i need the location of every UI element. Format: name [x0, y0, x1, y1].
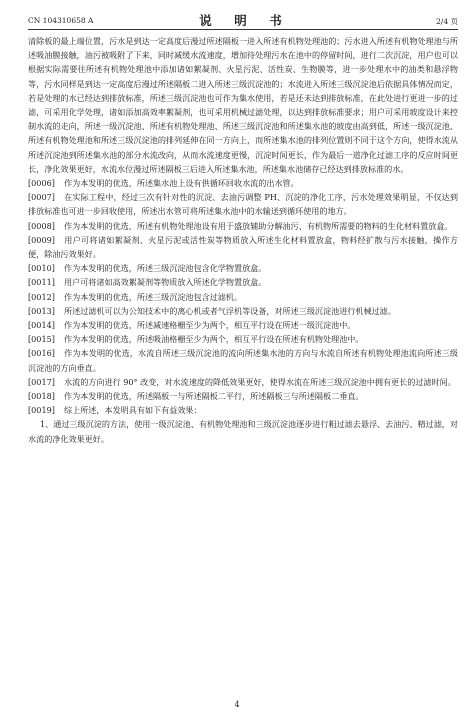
page-indicator: 2/4 页 — [436, 17, 458, 26]
paragraph-text: 用户可将诸如絮凝剂、火星污泥或活性炭等物质放入所述生化材料置放盒，物料经扩散与污水接触，操作方便，除油污效果好。 — [28, 234, 458, 260]
header-rule — [28, 29, 458, 30]
paragraph-number: [0016] — [28, 348, 55, 359]
paragraph-text: 作为本发明的优选，水流自所述三级沉淀池的流向所述集水池的方向与水流自所述有机物处理池流向所述三级沉淀池的方向垂直。 — [28, 348, 458, 373]
paragraph-number: [0006] — [28, 178, 55, 189]
paragraph-0015 — [28, 332, 458, 346]
paragraph-number: [0007] — [28, 192, 55, 203]
paragraph-0006 — [28, 176, 458, 190]
paragraph-0007 — [28, 190, 458, 218]
paragraph-0012 — [28, 290, 458, 304]
benefit-item-1: 1、通过三级沉淀的方法，使用一级沉淀池、有机物处理池和三级沉淀池逐步进行粗过滤去悬浮、去油污、精过滤，对水流的净化效果更好。 — [28, 419, 458, 444]
paragraph-text: 作为本发明的优选，所述隔板一与所述隔板二平行，所述隔板三与所述隔板二垂直。 — [64, 391, 364, 402]
paragraph-number: [0008] — [28, 220, 55, 231]
page-number: 4 — [234, 700, 240, 709]
paragraph-0017 — [28, 375, 458, 389]
intro-paragraph: 清除板的最上端位置，污水是到达一定高度后漫过所述隔板一进入所述有机物处理池的；污水进入所述有机物处理池与所述吸油膜接触，油污被吸附了下来，同时减缓水流速度，增加待处理污水在池中的停留时间，进行二次沉淀，用户也可以根据实际需要往所述有机物处理池中添加诸如絮凝剂、火星污泥、活性炭、生物膜等，进一步处理水中的油类和悬浮物等，污水同样是到达一定高度后漫过所述隔板二进入所述三级沉淀池的；水流进入所述三级沉淀池后依据具体情况而定，若是处理的水已经达到排放标准，所述三级沉淀池也可作为集水使用，若是还未达到排放标准，在此处进行更进一步的过滤，可采用化学处理，诸如添加高效率絮凝剂，也可采用机械过滤处理，以达到排放标准要求；用户可采用坡度设计来控制水流的走向，所述一级沉淀池、所述有机物处理池、所述三级沉淀池和所述集水池的坡度由高到低，所述一级沉淀池、所述有机物处理池和所述三级沉淀池的排列延伸在同一方向上，而所述集水池的排列位置则不同于这个方向，使得水流从所述沉淀池到所述集水池的部分水流改向，从而水流速度更慢，沉淀时间更长，作为最后一道净化过滤工序的反应时间更长，净化效果更好，水流水位漫过所述隔板三后进入所述集水池，所述集水池储存已经达到排放标准的水。 — [28, 36, 458, 174]
paragraph-text: 作为本发明的优选，所述三级沉淀池包含化学物置放盒。 — [64, 263, 267, 274]
paragraph-number: [0017] — [28, 376, 55, 387]
paragraph-text: 综上所述，本发明具有如下有益效果： — [64, 405, 202, 416]
paragraph-number: [0012] — [28, 291, 55, 302]
paragraph-0018 — [28, 389, 458, 403]
paragraph-text: 作为本发明的优选，所述集水池上设有供循环回收水流的出水管。 — [64, 178, 299, 189]
paragraph-text: 水流的方向进行 90° 改变，对水流速度的降低效果更好，使得水流在所述三级沉淀池中拥有更长的过滤时间。 — [64, 376, 456, 387]
paragraph-number: [0009] — [28, 234, 55, 245]
paragraph-number: [0019] — [28, 405, 55, 416]
paragraph-number: [0018] — [28, 391, 55, 402]
document-title: 说 明 书 — [199, 13, 287, 28]
paragraph-number: [0011] — [28, 277, 55, 288]
paragraph-0008 — [28, 219, 458, 233]
paragraph-text: 所述过滤机可以为公知技术中的离心机或者气浮机等设备，对所述三级沉淀池进行机械过滤。 — [64, 305, 396, 316]
patent-number: CN 104310658 A — [28, 16, 94, 25]
paragraph-text: 作为本发明的优选，所述有机物处理池设有用于盛放辅助分解油污、有机物所需要的物料的生化材料置放盒。 — [64, 220, 453, 231]
paragraph-text: 在实际工程中，经过三次有针对性的沉淀、去油污调整 PH、沉淀的净化工序，污水处理效果明显，不仅达到排放标准也可进一步回收使用，所述出水管可将所述集水池中的水输送到循环使用的地方。 — [28, 192, 458, 217]
paragraph-text: 用户可将诸如高效絮凝剂等物质放入所述化学物置放盒。 — [64, 277, 267, 288]
paragraph-0011 — [28, 275, 458, 289]
paragraph-number: [0014] — [28, 320, 55, 331]
paragraph-text: 作为本发明的优选，所述三级沉淀池包含过滤机。 — [64, 291, 243, 302]
paragraph-0009 — [28, 233, 458, 261]
paragraph-text: 作为本发明的优选，所述吸油格栅至少为两个，相互平行设在所述有机物处理池中。 — [64, 334, 364, 345]
paragraph-0014 — [28, 318, 458, 332]
paragraph-0010 — [28, 261, 458, 275]
paragraph-0019 — [28, 403, 458, 417]
document-body — [28, 34, 458, 446]
paragraph-0013 — [28, 304, 458, 318]
paragraph-number: [0013] — [28, 305, 55, 316]
paragraph-0016 — [28, 346, 458, 374]
paragraph-number: [0010] — [28, 263, 55, 274]
paragraph-text: 作为本发明的优选，所述减速格栅至少为两个，相互平行设在所述一级沉淀池中。 — [64, 320, 356, 331]
paragraph-number: [0015] — [28, 334, 55, 345]
